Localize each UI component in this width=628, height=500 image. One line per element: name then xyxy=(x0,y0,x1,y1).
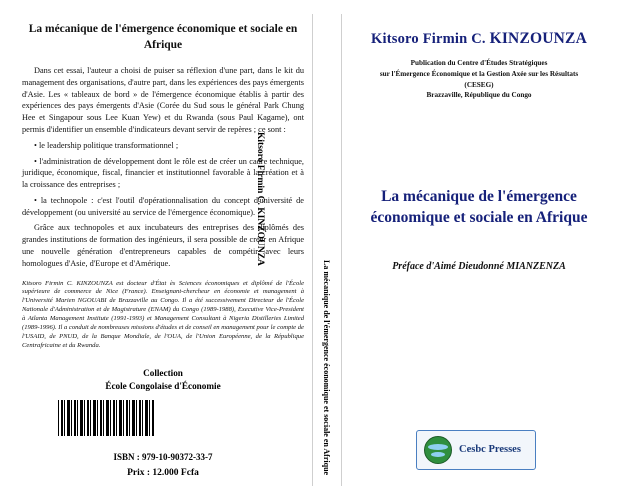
summary-paragraph: Dans cet essai, l'auteur a choisi de puiser sa réflexion d'une part, dans le kit du management des organisations, d'autre part, dans les expériences des pays émergents d'Asie. Les « tableaux de bord » de l'émergence économique établis à partir des expériences des pays émergents d'Asie (Corée du Sud sous le général Park Chung Hee et Singapour sous Lee Kuan Yew) et du Rwanda (sous Paul Kagame), ont permis d'identifier un ensemble d'indicateurs devant servir de repères ; ce sont : xyxy=(22,66,304,134)
publisher-logo-text: Cesbc Presses xyxy=(459,444,521,456)
spine-author: Kitsoro Firmin C. KINZOUNZA xyxy=(255,132,266,266)
back-cover-title: La mécanique de l'émergence économique et sociale en Afrique xyxy=(28,23,298,51)
book-spine xyxy=(255,14,342,486)
summary-paragraph: • l'administration de développement dont le rôle est de créer un cadre technique, juridique, économique, fiscal, financier et institutionnel favorable à la création et à la croissance des entreprises ; xyxy=(22,156,304,190)
collection-label: Collection xyxy=(143,367,183,378)
summary-paragraph: • la technopole : c'est l'outil d'opérationnalisation du concept d'université de développement (ou université au service de l'émergence économique). xyxy=(22,195,304,217)
summary-paragraph: Grâce aux technopoles et aux incubateurs des entreprises des diplômés des grandes institutions de formation des ingénieurs, il sera possible de créer en Afrique une nouvelle génération d'entrepreneurs capables de compétir avec leurs homologues d'Asie, d'Europe et d'Amérique. xyxy=(22,223,304,268)
publisher-info xyxy=(344,58,614,101)
front-title-line1: La mécanique de l'émergence xyxy=(381,188,577,206)
author-surname: KINZOUNZA xyxy=(489,30,587,47)
author-firstname: Kitsoro Firmin C. xyxy=(371,31,490,47)
isbn-text: ISBN : 979-10-90372-33-7 xyxy=(113,452,213,462)
publisher-line: Brazzaville, République du Congo xyxy=(426,91,532,100)
front-cover-title xyxy=(344,187,614,229)
price-text: Prix : 12.000 Fcfa xyxy=(127,468,199,478)
collection-block xyxy=(18,367,308,393)
collection-name: École Congolaise d'Économie xyxy=(105,380,221,391)
preface-credit: Préface d'Aimé Dieudonné MIANZENZA xyxy=(392,261,566,273)
spine-title: La mécanique de l'émergence économique et sociale en Afrique xyxy=(322,260,331,476)
isbn-barcode xyxy=(58,400,154,436)
front-title-line2: économique et sociale en Afrique xyxy=(370,209,588,227)
barcode-area xyxy=(58,400,154,440)
front-cover-panel xyxy=(344,14,614,486)
author-biography: Kitsoro Firmin C. KINZOUNZA est docteur d'État ès Sciences économiques et diplômé de l'École supérieure de commerce de Nice (France). Enseignant-chercheur en économie et management à l'Université Marien NGOUABI de Brazzaville au Congo. Il a été successivement Directeur de l'École Nationale d'Administration et de Magistrature (ENAM) du Congo (1989-1988), Executive Vice-President à Atlanta Management Institute (1991-1993) et Management Consultant à Nigeria Distilleries Limited (1989-1996). Il a conduit de nombreuses missions d'études et de conseil en management pour le compte de l'USAID, de PNUD, de la Banque Mondiale, de l'OUA, de l'Union Européenne, de la République Centrafricaine et du Rwanda. xyxy=(22,279,304,349)
publisher-line: sur l'Émergence Économique et la Gestion Axée sur les Résultats xyxy=(379,69,579,78)
publisher-line: Publication du Centre d'Études Stratégiques xyxy=(410,59,548,67)
publisher-line: (CESEG) xyxy=(464,80,494,89)
front-author-name xyxy=(344,30,614,48)
publisher-logo xyxy=(416,430,536,470)
summary-paragraph: • le leadership politique transformationnel ; xyxy=(34,140,179,150)
globe-icon xyxy=(424,436,452,464)
